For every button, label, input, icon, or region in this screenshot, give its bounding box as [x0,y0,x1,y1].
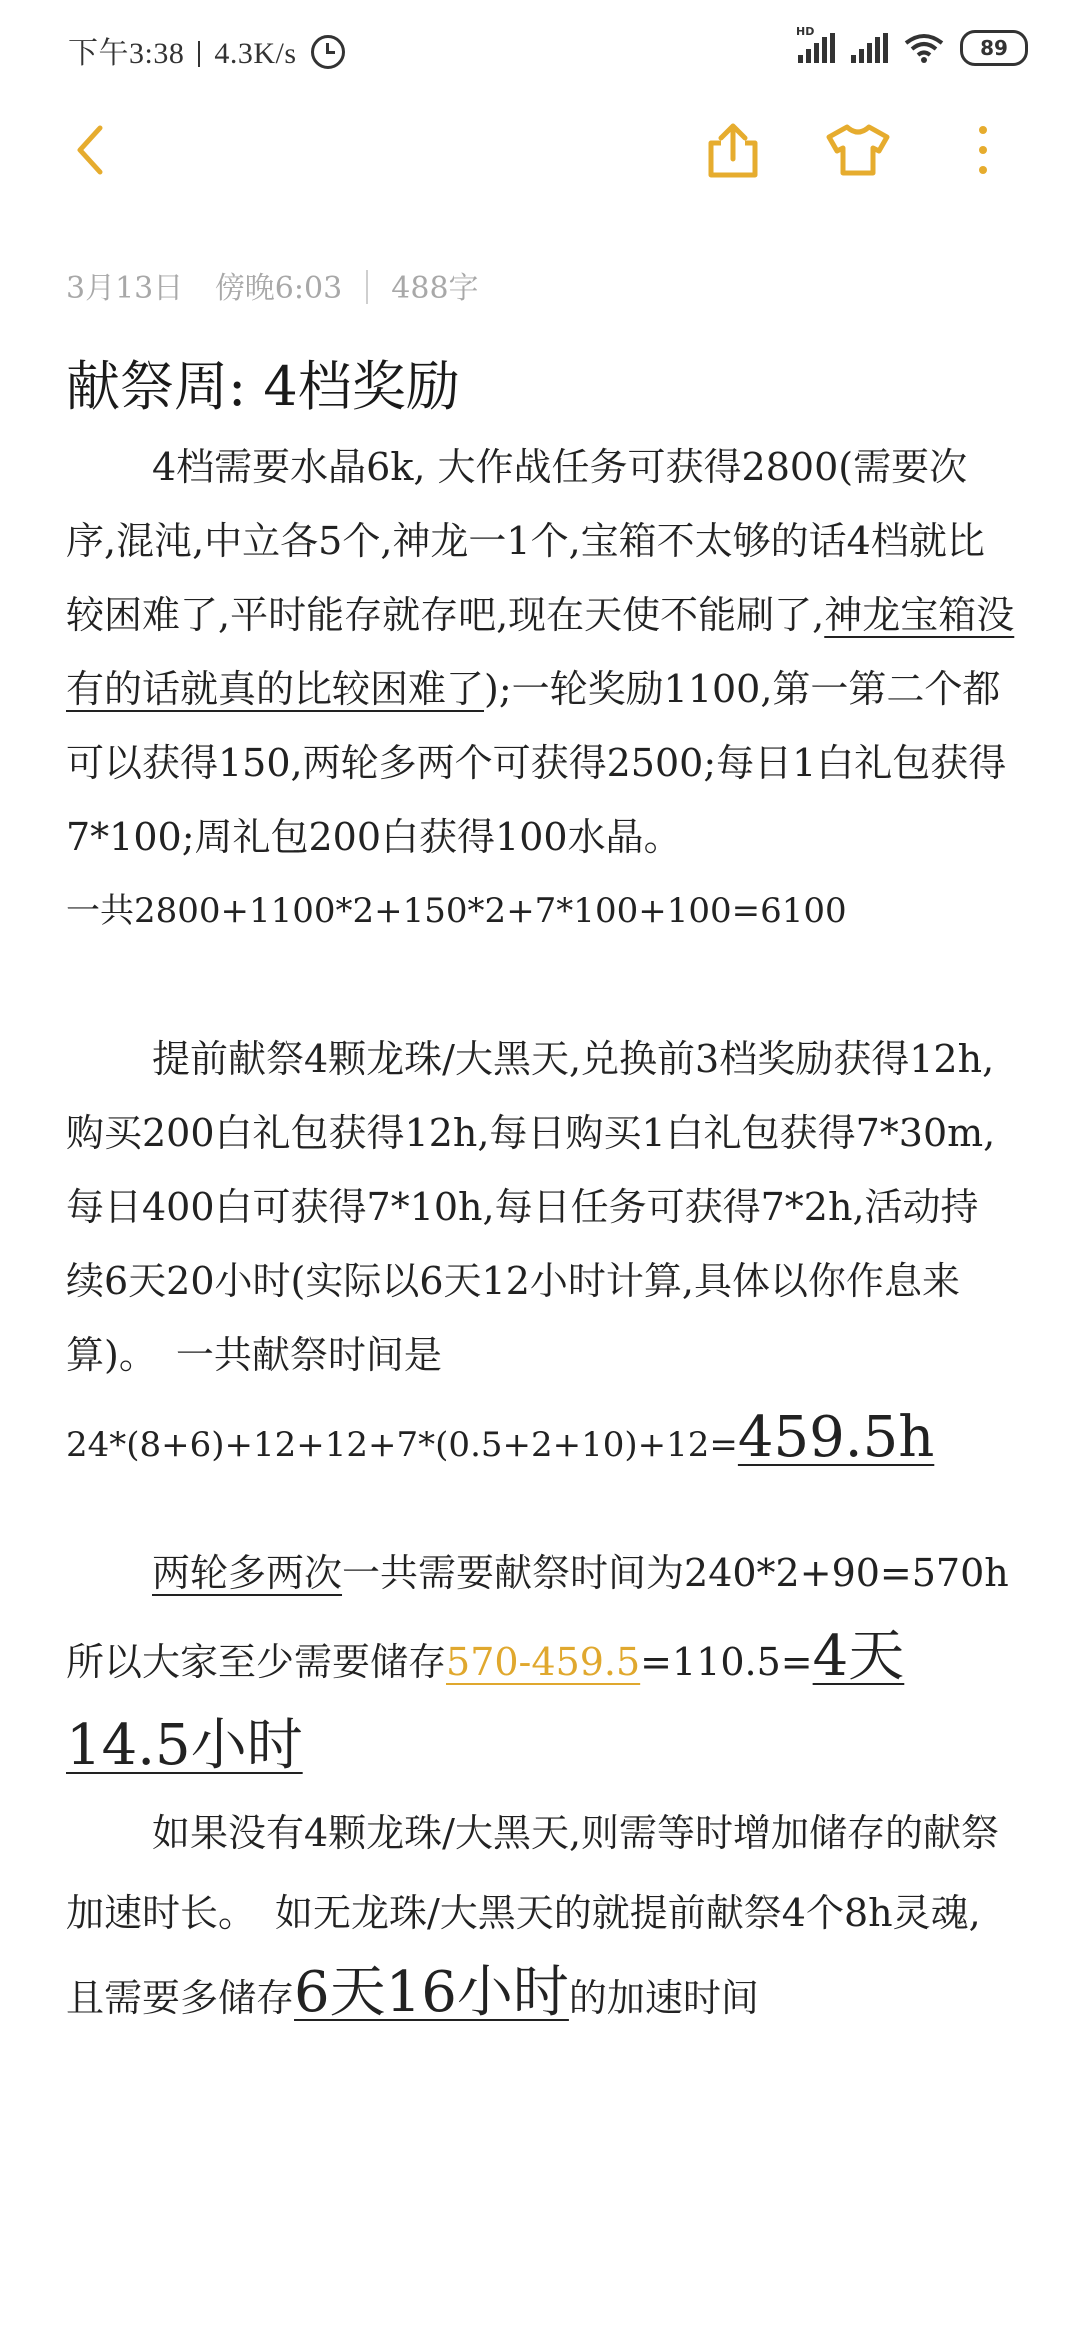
p4-text-a: 如果没有4颗龙珠/大黑天,则需等时增加储存的献祭加速时长。 如无龙珠/大黑天的就提前献祭4个8h灵魂,且需要多储存 [66,1811,1000,2020]
p3-underlined: 两轮多两次 [152,1551,343,1595]
p3-text-a: 一共需要献祭时间为240*2+90=570h 所以大家至少需要储存 [66,1551,1047,1684]
p3-orange-calc: 570-459.5 [446,1640,641,1684]
word-count: 488字 [391,271,479,306]
battery-indicator: 89 [960,30,1028,66]
formula2-result: 459.5h [737,1405,935,1470]
status-left [68,28,345,72]
formula2-expr: 24*(8+6)+12+12+7*(0.5+2+10)+12= [66,1425,738,1465]
note-date: 3月13日 [66,271,184,306]
blank-line [66,948,1016,1022]
note-meta [66,263,479,307]
blank-line-2 [66,1491,1016,1531]
wifi-icon [904,33,944,63]
hd-badge: HD [796,25,815,38]
p1-text-b: );一轮奖励1100,第一第二个都可以获得150,两轮多两个可获得2500;每日1白礼包获得7*100;周礼包200白获得100水晶。 [66,667,1007,859]
formula-total-crystals: 一共2800+1100*2+150*2+7*100+100=6100 [66,891,847,931]
share-button[interactable] [693,110,773,190]
p1-text-a: 4档需要水晶6k, 大作战任务可获得2800(需要次序,混沌,中立各5个,神龙一1个,宝箱不太够的话4档就比较困难了,平时能存就存吧,现在天使不能刷了, [66,445,985,637]
p3-text-b: =110.5= [640,1640,813,1684]
note-time: 傍晚6:03 [214,271,343,306]
p4-text-b: 的加速时间 [568,1976,759,2020]
paragraph-4 [66,1793,1016,2038]
note-body[interactable] [66,430,1047,2038]
paragraph-3 [66,1531,1047,1793]
paragraph-2: 提前献祭4颗龙珠/大黑天,兑换前3档奖励获得12h,购买200白礼包获得12h,每日购买1白礼包获得7*30m,每日400白可获得7*10h,每日任务可获得7*2h,活动持续6天20小时(实际以6天12小时计算,具体以你作息来算)。 一共献祭时间是 [66,1037,996,1377]
meta-divider [366,270,368,304]
status-right [796,25,1028,68]
signal-hd-icon [796,25,835,63]
p1-underlined: 神龙宝箱没有的话就真的比较困难了 [66,593,1015,711]
theme-button[interactable] [818,110,898,190]
p4-result: 6天16小时 [294,1960,569,2025]
chevron-left-icon [70,122,110,178]
status-bar [0,0,1080,95]
status-time: 下午3:38 [68,37,185,70]
tshirt-icon [825,123,891,177]
note-title[interactable]: 献祭周: 4档奖励 [66,355,460,418]
status-divider [198,41,200,67]
share-icon [705,121,761,179]
note-toolbar [0,110,1080,190]
alarm-icon [311,35,345,69]
signal-icon [851,33,888,63]
network-speed: 4.3K/s [214,37,297,70]
more-button[interactable] [943,110,1023,190]
p3-result: 4天14.5小时 [66,1624,905,1778]
paragraph-1 [66,430,1016,874]
more-vertical-icon [977,124,989,176]
formula-total-time [66,1392,1016,1491]
back-button[interactable] [50,110,130,190]
